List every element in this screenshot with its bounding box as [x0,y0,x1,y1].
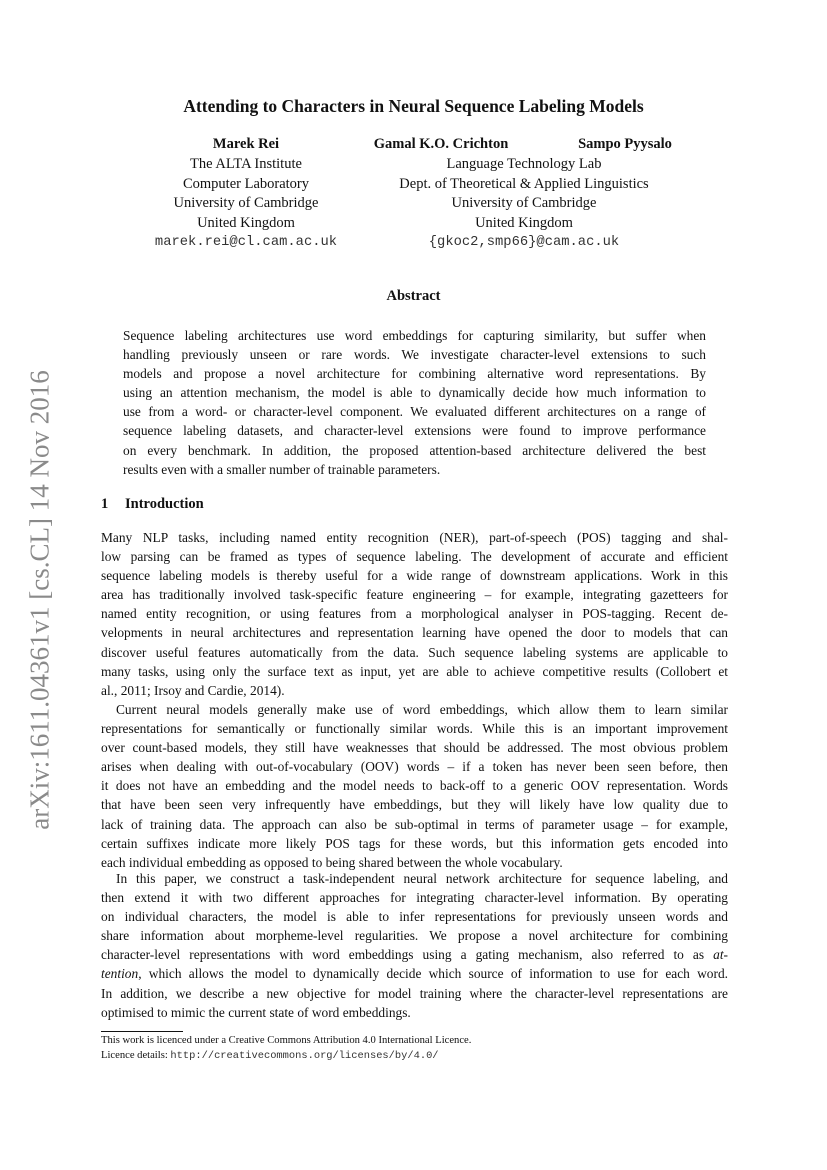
affiliation-line: United Kingdom [475,214,573,231]
text-line [123,364,706,383]
text-line [101,757,728,776]
text-line-content: , which allows the model to dynamically decide which source of information to use for each word. [138,966,728,982]
text-line-content: al., 2011; Irsoy and Cardie, 2014). [101,682,285,698]
text-line [101,1003,728,1022]
text-line [101,926,728,945]
text-line-content: sequence labeling models is thereby useful for a wide range of downstream applications. Work in this [101,568,728,584]
text-line [101,643,728,662]
section-number: 1 [101,496,109,512]
text-line [101,566,728,585]
text-line-content: many tasks, using only the surface text as input, yet are able to achieve competitive results (Collobert et [101,663,728,679]
text-line-content: representations for semantically or functionally similar words. While this is an important improvement [101,721,728,737]
text-line [123,460,706,479]
text-line [101,964,728,983]
text-line-content: then extend it with two different approaches for integrating character-level information. By operating [101,890,728,906]
text-line-content: use from a word- or character-level component. We evaluated different architectures on a range of [123,404,706,420]
paper-title: Attending to Characters in Neural Sequence Labeling Models [183,96,644,116]
text-line [101,907,728,926]
text-line [101,795,728,814]
author-name: Gamal K.O. Crichton [373,136,509,152]
arxiv-stamp: arXiv:1611.04361v1 [cs.CL] 14 Nov 2016 [24,370,55,830]
author-email: {gkoc2,smp66}@cam.ac.uk [428,235,620,251]
text-line [123,326,706,345]
text-line [101,776,728,795]
affiliation-2 [364,155,684,253]
affiliation-line: Dept. of Theoretical & Applied Linguistics [399,175,649,192]
text-line [101,888,728,907]
text-line-content: on every benchmark. In addition, the proposed attention-based architecture delivered the best [123,442,706,458]
text-line [101,528,728,547]
text-line-content: Many NLP tasks, including named entity recognition (NER), part-of-speech (POS) tagging and shal- [101,530,728,545]
abstract-heading: Abstract [386,288,441,304]
text-line [101,869,728,888]
text-line-content: certain suffixes indicate more likely POS tags for these words, but this information gets encoded into [101,835,728,851]
text-line-content: named entity recognition, or using features from a morphological analyser in POS-tagging. Recent de- [101,606,728,622]
affiliation-line: Computer Laboratory [182,175,310,192]
footnote-rule [101,1031,183,1032]
affiliation-line: Language Technology Lab [446,156,602,172]
affiliation-line: University of Cambridge [451,195,597,212]
section-title: Introduction [125,496,204,512]
text-line-content: In this paper, we construct a task-independent neural network architecture for sequence labeling, and [116,871,728,886]
text-line-content: using an attention mechanism, the model is able to dynamically decide how much information to [123,385,706,401]
text-line-content: over count-based models, they still have weaknesses that should be addressed. The most obvious problem [101,740,728,756]
text-line-content: share information about morpheme-level regularities. We propose a novel architecture for combining [101,928,728,944]
affiliation-line: The ALTA Institute [190,156,302,172]
text-line-content: velopments in neural architectures and representation learning have opened the door to models that can [101,625,728,641]
text-line-content: it does not have an embedding and the model needs to back-off to a generic OOV representation. Words [101,778,728,794]
affiliation-line: United Kingdom [197,214,295,231]
abstract-body [123,326,706,479]
section-heading [101,496,204,513]
paragraph [101,869,728,1022]
text-line [123,402,706,421]
text-line-content: area has traditionally involved task-specific feature engineering – for example, integrating gazetteers for [101,587,728,603]
text-line-content: arises when dealing with out-of-vocabulary (OOV) words – if a token has never been seen before, then [101,759,728,775]
text-line [101,681,728,700]
text-line-content: handling previously unseen or rare words. We investigate character-level extensions to such [123,347,706,363]
text-line-content: low parsing can be framed as types of sequence labeling. The development of accurate and efficient [101,549,728,565]
text-line-content: Sequence labeling architectures use word embeddings for capturing similarity, but suffer when [123,328,706,343]
text-line [101,738,728,757]
text-line [101,719,728,738]
text-line-content: on individual characters, the model is able to infer representations for previously unseen words and [101,909,728,925]
affiliation-1 [126,155,366,253]
author-email: marek.rei@cl.cam.ac.uk [154,235,338,251]
italic-term: at- [713,947,728,963]
affiliation-line: University of Cambridge [173,195,319,212]
footnote-line: This work is licenced under a Creative Commons Attribution 4.0 International Licence. [101,1035,472,1046]
author-name: Sampo Pyysalo [578,136,672,152]
text-line-content: each individual embedding as opposed to being shared between the whole vocabulary. [101,854,563,870]
text-line [101,623,728,642]
text-line-content: sequence labeling datasets, and character-level extensions were found to improve performance [123,423,706,439]
italic-term: tention [101,966,139,982]
paragraph [101,528,728,700]
text-line [123,441,706,460]
text-line [101,945,728,964]
text-line-content: results even with a smaller number of trainable parameters. [123,461,441,477]
licence-url[interactable]: http://creativecommons.org/licenses/by/4.0/ [170,1050,439,1062]
text-line-content: discover useful features automatically from the data. Such sequence labeling systems are applicable to [101,644,728,660]
text-line [123,383,706,402]
text-line-content: models and propose a novel architecture for combining alternative word representations. By [123,366,706,382]
text-line [123,345,706,364]
text-line-content: optimised to mimic the current state of word embeddings. [101,1004,411,1020]
text-line-content: that have been seen very infrequently have embeddings, but they will likely have low quality due to [101,797,728,813]
footnote [101,1033,471,1064]
text-line [101,834,728,853]
text-line [101,604,728,623]
text-line [101,662,728,681]
paragraph [101,700,728,872]
text-line-content: Current neural models generally make use of word embeddings, which allow them to learn similar [116,702,728,717]
footnote-label: Licence details: [101,1050,171,1061]
author-name: Marek Rei [212,136,280,152]
text-line [101,585,728,604]
text-line-content: In addition, we describe a new objective for model training where the character-level representations are [101,985,728,1001]
text-line [101,547,728,566]
text-line-content: character-level representations with word embeddings using a gating mechanism, also referred to as [101,947,714,963]
text-line [101,815,728,834]
text-line [123,421,706,440]
text-line-content: lack of training data. The approach can also be sub-optimal in terms of parameter usage – for example, [101,816,728,832]
text-line [101,700,728,719]
text-line [101,984,728,1003]
